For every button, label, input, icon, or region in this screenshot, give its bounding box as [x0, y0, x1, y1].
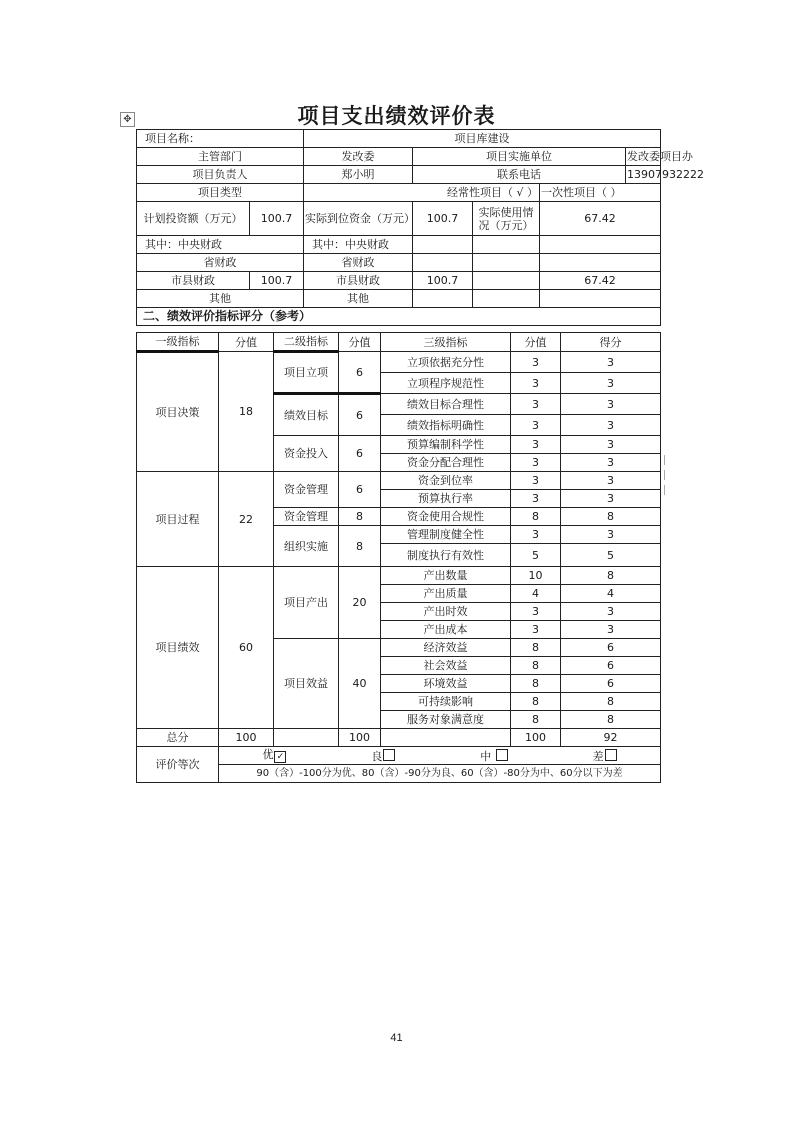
dept-label: 主管部门 [137, 148, 304, 166]
l3-got: 8 [561, 508, 661, 526]
l3-score: 3 [511, 394, 561, 415]
l2-fund-mgmt-2-score: 8 [339, 508, 381, 526]
l3-name: 产出成本 [381, 621, 511, 639]
l2-approval: 项目立项 [274, 352, 339, 394]
l3-got: 8 [561, 567, 661, 585]
type-label: 项目类型 [137, 184, 304, 202]
l3-score: 8 [511, 639, 561, 657]
header-got: 得分 [561, 333, 661, 352]
l3-name: 立项依据充分性 [381, 352, 511, 373]
l1-decision: 项目决策 [137, 352, 219, 472]
l3-score: 8 [511, 675, 561, 693]
header-l1-score: 分值 [219, 333, 274, 352]
county-label-2: 市县财政 [304, 272, 413, 290]
phone-value: 13907932222 [626, 166, 661, 184]
l1-process: 项目过程 [137, 472, 219, 567]
l3-got: 3 [561, 490, 661, 508]
actual-funds-value: 100.7 [413, 202, 473, 236]
l3-got: 4 [561, 585, 661, 603]
l3-name: 管理制度健全性 [381, 526, 511, 544]
actual-use-label: 实际使用情况（万元） [473, 202, 540, 236]
l3-name: 资金分配合理性 [381, 454, 511, 472]
l2-output: 项目产出 [274, 567, 339, 639]
grade-excellent[interactable] [262, 748, 286, 763]
l1-performance-score: 60 [219, 567, 274, 729]
l2-fund-mgmt-2: 资金管理 [274, 508, 339, 526]
impl-unit-value: 发改委项目办 [626, 148, 661, 166]
l3-name: 产出数量 [381, 567, 511, 585]
header-l3-score: 分值 [511, 333, 561, 352]
l3-score: 8 [511, 711, 561, 729]
type-regular: 经常性项目（ √ ） [304, 184, 540, 202]
l2-benefit-score: 40 [339, 639, 381, 729]
l3-name: 绩效目标合理性 [381, 394, 511, 415]
l3-name: 预算编制科学性 [381, 436, 511, 454]
l3-name: 制度执行有效性 [381, 544, 511, 567]
total-l2: 100 [339, 729, 381, 747]
header-l2: 二级指标 [274, 333, 339, 352]
l2-benefit: 项目效益 [274, 639, 339, 729]
l3-name: 社会效益 [381, 657, 511, 675]
other-label-2: 其他 [304, 290, 413, 308]
l3-score: 3 [511, 526, 561, 544]
county-planned: 100.7 [250, 272, 304, 290]
grade-excellent-label: 优 [262, 748, 274, 761]
l2-target: 绩效目标 [274, 394, 339, 436]
edit-mark [664, 485, 665, 495]
l3-score: 8 [511, 508, 561, 526]
province-label: 省财政 [137, 254, 304, 272]
total-label: 总分 [137, 729, 219, 747]
l3-name: 服务对象满意度 [381, 711, 511, 729]
total-l1: 100 [219, 729, 274, 747]
l2-input: 资金投入 [274, 436, 339, 472]
planned-label: 计划投资额（万元） [137, 202, 250, 236]
total-got: 92 [561, 729, 661, 747]
project-name: 项目库建设 [304, 130, 661, 148]
l3-score: 8 [511, 693, 561, 711]
other-label: 其他 [137, 290, 304, 308]
province-label-2: 省财政 [304, 254, 413, 272]
checkbox-icon [605, 749, 617, 761]
l3-score: 10 [511, 567, 561, 585]
l2-input-score: 6 [339, 436, 381, 472]
county-use: 67.42 [540, 272, 661, 290]
l2-organize-score: 8 [339, 526, 381, 567]
l3-score: 3 [511, 415, 561, 436]
total-l3: 100 [511, 729, 561, 747]
l3-score: 3 [511, 373, 561, 394]
l3-score: 4 [511, 585, 561, 603]
grade-label: 评价等次 [137, 747, 219, 783]
l3-score: 3 [511, 454, 561, 472]
l3-got: 3 [561, 373, 661, 394]
l3-got: 3 [561, 394, 661, 415]
grade-good-label: 良 [371, 749, 383, 763]
l2-target-score: 6 [339, 394, 381, 436]
grade-poor[interactable] [593, 749, 617, 763]
header-l3: 三级指标 [381, 333, 511, 352]
checked-box-icon: ✓ [274, 751, 286, 763]
central-label-2: 其中：中央财政 [304, 236, 413, 254]
l3-name: 资金到位率 [381, 472, 511, 490]
section-title: 二、绩效评价指标评分（参考） [137, 308, 661, 326]
l3-name: 预算执行率 [381, 490, 511, 508]
l1-decision-score: 18 [219, 352, 274, 472]
grade-poor-label: 差 [592, 749, 604, 763]
central-label: 其中：中央财政 [137, 236, 304, 254]
header-l2-score: 分值 [339, 333, 381, 352]
checkbox-icon [496, 749, 508, 761]
page-title: 项目支出绩效评价表 [297, 103, 496, 128]
l3-got: 3 [561, 352, 661, 373]
type-onetime: 一次性项目（ ） [540, 184, 661, 202]
l2-fund-mgmt-score: 6 [339, 472, 381, 508]
l1-performance: 项目绩效 [137, 567, 219, 729]
page-number: 41 [390, 1032, 403, 1044]
l3-got: 3 [561, 472, 661, 490]
l3-name: 经济效益 [381, 639, 511, 657]
county-label: 市县财政 [137, 272, 250, 290]
l3-score: 8 [511, 657, 561, 675]
l3-got: 3 [561, 526, 661, 544]
l3-got: 3 [561, 603, 661, 621]
l3-got: 3 [561, 436, 661, 454]
leader-label: 项目负责人 [137, 166, 304, 184]
l3-score: 3 [511, 621, 561, 639]
l3-name: 绩效指标明确性 [381, 415, 511, 436]
impl-unit-label: 项目实施单位 [413, 148, 626, 166]
l3-got: 3 [561, 621, 661, 639]
actual-funds-label: 实际到位资金（万元） [304, 202, 413, 236]
county-actual: 100.7 [413, 272, 473, 290]
l2-organize: 组织实施 [274, 526, 339, 567]
project-info-table [136, 129, 704, 326]
l3-name: 立项程序规范性 [381, 373, 511, 394]
checkbox-icon [383, 749, 395, 761]
project-name-label: 项目名称： [137, 130, 304, 148]
l3-got: 5 [561, 544, 661, 567]
l3-name: 可持续影响 [381, 693, 511, 711]
l3-got: 8 [561, 693, 661, 711]
l3-score: 3 [511, 436, 561, 454]
l3-name: 资金使用合规性 [381, 508, 511, 526]
grade-good[interactable] [371, 749, 395, 763]
l2-fund-mgmt: 资金管理 [274, 472, 339, 508]
l3-score: 3 [511, 603, 561, 621]
l3-name: 产出时效 [381, 603, 511, 621]
l3-score: 5 [511, 544, 561, 567]
l3-got: 6 [561, 657, 661, 675]
l3-got: 8 [561, 711, 661, 729]
l3-name: 产出质量 [381, 585, 511, 603]
l3-score: 3 [511, 490, 561, 508]
table-move-handle-icon[interactable]: ✥ [120, 112, 135, 127]
dept-value: 发改委 [304, 148, 413, 166]
header-l1: 一级指标 [137, 333, 219, 352]
grade-options [219, 747, 661, 765]
l3-name: 环境效益 [381, 675, 511, 693]
edit-mark [664, 455, 665, 465]
l3-got: 3 [561, 454, 661, 472]
l3-got: 6 [561, 675, 661, 693]
grade-medium-label: 中 [480, 749, 492, 763]
l1-process-score: 22 [219, 472, 274, 567]
edit-mark [664, 470, 665, 480]
l3-got: 6 [561, 639, 661, 657]
grade-medium[interactable] [480, 749, 508, 763]
l3-score: 3 [511, 472, 561, 490]
leader-value: 郑小明 [304, 166, 413, 184]
l2-approval-score: 6 [339, 352, 381, 394]
phone-label: 联系电话 [413, 166, 626, 184]
l3-score: 3 [511, 352, 561, 373]
l3-got: 3 [561, 415, 661, 436]
l2-output-score: 20 [339, 567, 381, 639]
actual-use-value: 67.42 [540, 202, 661, 236]
planned-value: 100.7 [250, 202, 304, 236]
grade-note: 90（含）-100分为优、80（含）-90分为良、60（含）-80分为中、60分以下为差 [219, 765, 661, 783]
scoring-table [136, 332, 661, 783]
